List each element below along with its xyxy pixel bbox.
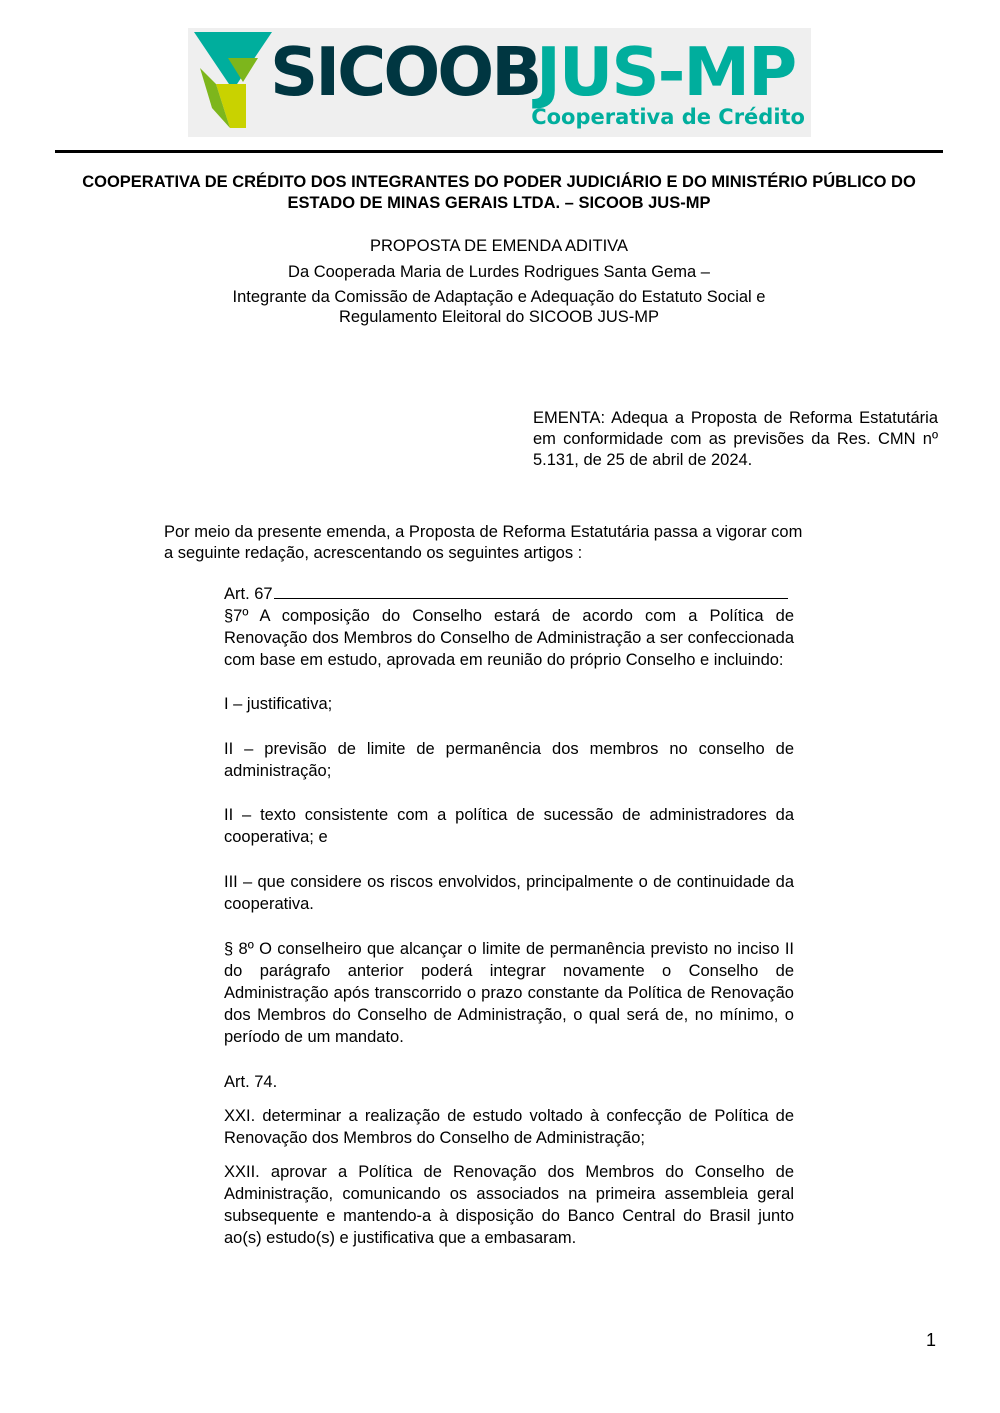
ementa: EMENTA: Adequa a Proposta de Reforma Estatutária em conformidade com as previsões da Res. CMN nº 5.131, de 25 de abril de 2024. xyxy=(533,409,938,469)
document-title: PROPOSTA DE EMENDA ADITIVA xyxy=(370,237,628,255)
item-ii-succession: II – texto consistente com a política de sucessão de administradores da cooperativa; e xyxy=(224,806,794,846)
article-74-label: Art. 74. xyxy=(224,1073,278,1091)
paragraph-8: § 8º O conselheiro que alcançar o limite de permanência previsto no inciso II do parágrafo anterior poderá integrar novamente o Conselho de Administração após transcorrido o prazo constante da Política de Renovação dos Membros do Conselho de Administração, o qual será de, no mínimo, o período de um mandato. xyxy=(224,940,794,1046)
organization-title: COOPERATIVA DE CRÉDITO DOS INTEGRANTES DO PODER JUDICIÁRIO E DO MINISTÉRIO PÚBLICO DO ESTADO DE MINAS GERAIS LTDA. – SICOOB JUS-MP xyxy=(82,173,916,212)
author-role-line-1: Integrante da Comissão de Adaptação e Adequação do Estatuto Social e xyxy=(232,288,766,306)
item-i: I – justificativa; xyxy=(224,695,333,713)
article-67-heading xyxy=(224,583,788,605)
article-67-label: Art. 67 xyxy=(224,585,273,603)
item-xxii: XXII. aprovar a Política de Renovação dos Membros do Conselho de Administração, comunicando os associados na primeira assembleia geral subsequente e mantendo-a à disposição do Banco Central do Brasil junto ao(s) estudo(s) e justificativa que a embasaram. xyxy=(224,1163,794,1247)
intro-paragraph: Por meio da presente emenda, a Proposta de Reforma Estatutária passa a vigorar com a seguinte redação, acrescentando os seguintes artigos : xyxy=(164,523,803,562)
logo-subtitle: Cooperativa de Crédito xyxy=(531,105,805,129)
page-number: 1 xyxy=(926,1330,937,1350)
sicoob-logo xyxy=(188,28,811,137)
blank-underline xyxy=(274,583,788,599)
item-xxi: XXI. determinar a realização de estudo voltado à confecção de Política de Renovação dos Membros do Conselho de Administração; xyxy=(224,1107,794,1147)
item-iii: III – que considere os riscos envolvidos, principalmente o de continuidade da cooperativa. xyxy=(224,873,794,913)
header-divider xyxy=(55,150,943,153)
author-line: Da Cooperada Maria de Lurdes Rodrigues Santa Gema – xyxy=(288,263,710,281)
logo-word-jusmp: JUS-MP xyxy=(536,33,796,111)
sicoob-logo-mark-icon xyxy=(188,28,278,137)
paragraph-7: §7º A composição do Conselho estará de acordo com a Política de Renovação dos Membros do Conselho de Administração a ser confeccionada com base em estudo, aprovada em reunião do próprio Conselho e incluindo: xyxy=(224,607,794,669)
logo-word-sicoob: SICOOB xyxy=(270,33,540,111)
author-role-line-2: Regulamento Eleitoral do SICOOB JUS-MP xyxy=(338,308,660,326)
item-ii-limit: II – previsão de limite de permanência dos membros no conselho de administração; xyxy=(224,740,794,780)
